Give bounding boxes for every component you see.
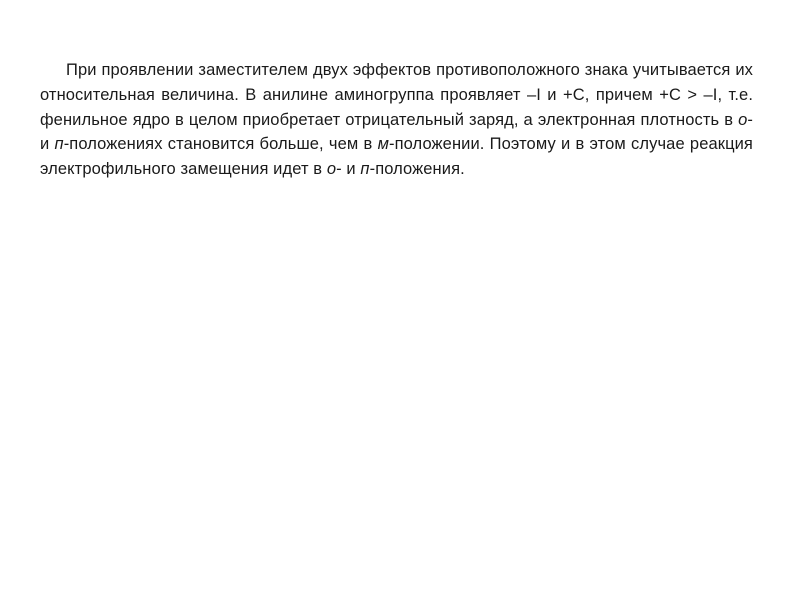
italic-para: п	[360, 160, 370, 179]
text-segment: -положения.	[369, 160, 465, 179]
italic-ortho: о	[738, 110, 748, 129]
body-paragraph	[40, 58, 758, 182]
text-segment: -положениях становится больше, чем в	[63, 135, 378, 154]
text-segment: -положении. Поэтому и в этом случае реакция электрофильного замещения идет в	[40, 135, 758, 179]
text-segment: - и	[40, 110, 758, 154]
text-segment: При проявлении заместителем двух эффектов противоположного знака учитывается их относительная величина. В анилине аминогруппа проявляет –I и +С, причем +С > –I, т.е. фенильное ядро в целом приобретает отрицательный заряд, а электронная плотность в	[40, 61, 758, 129]
italic-para: п	[54, 135, 64, 154]
italic-ortho: о	[326, 160, 337, 179]
text-segment: - и	[336, 160, 361, 179]
italic-meta: м	[377, 135, 389, 154]
